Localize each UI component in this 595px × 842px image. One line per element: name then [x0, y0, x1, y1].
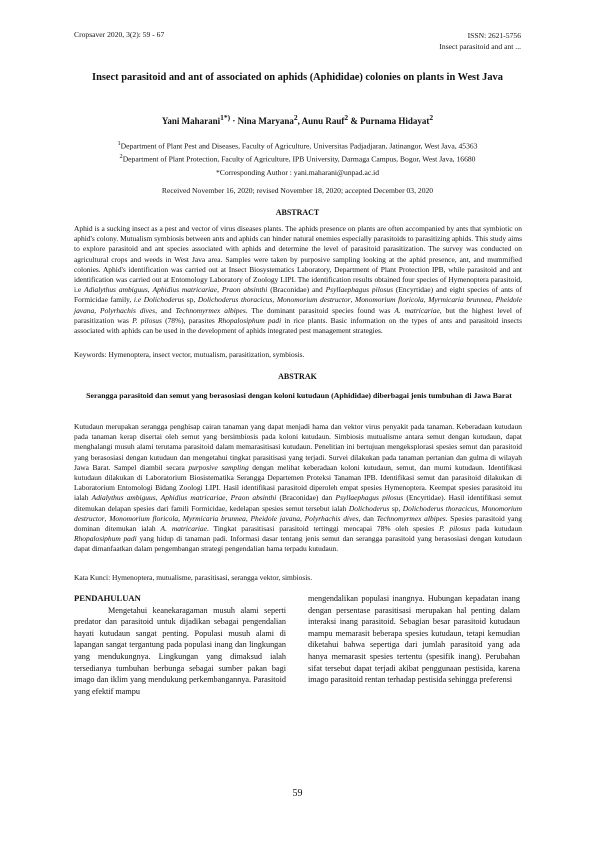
author-name: Yani Maharani [161, 116, 221, 126]
kata-kunci: Kata Kunci: Hymenoptera, mutualisme, parasitisasi, serangga vektor, simbiosis. [74, 573, 313, 582]
affiliation-1 [60, 139, 535, 152]
keywords: Keywords: Hymenoptera, insect vector, mutualism, parasitization, symbiosis. [74, 350, 305, 359]
issn: ISSN: 2621-5756 [467, 31, 521, 40]
intro-heading: PENDAHULUAN [74, 593, 141, 603]
author-list: Yani Maharani$^{1*)}$ · Nina Maryana$^2$, Aunu Rauf$^2$ & Purnama Hidayat$^2$ [161, 113, 434, 126]
author-name: Aunu Rauf [301, 116, 345, 126]
affiliation-num: 2 [119, 153, 123, 161]
abstract-heading: ABSTRACT [275, 208, 320, 217]
affiliation-num: 1 [117, 140, 121, 147]
intro-column-right [308, 593, 520, 686]
abstrak-heading: ABSTRAK [278, 372, 317, 381]
author-sup: 1*) [220, 113, 231, 122]
affiliation-text: Department of Plant Protection, Faculty of Agriculture, IPB University, Darmaga Campus, Bogor, West Java, 16680 [122, 154, 476, 164]
affiliation-2 [60, 152, 535, 165]
author-name: Purnama Hidayat [360, 116, 430, 126]
author-sup: 2 [293, 113, 298, 122]
affiliations [60, 139, 535, 165]
author-sup: 2 [344, 113, 349, 122]
abstrak-title: Serangga parasitoid dan semut yang berasosiasi dengan koloni kutudaun (Aphididae) diberbagai jenis tumbuhan di Jawa Barat [86, 391, 512, 400]
abstract-text: Aphid is a sucking insect as a pest and vector of virus diseases plants. The aphids presence on plants are often accompanied by ants that symbiotic on aphid's colony. Mutualism symbiosis between ants and aphids can hinder natural enemies especially parasitoids to parasitizing aphids. This study aims to explore parasitoid and ant species associated with aphids and determine the level of parasitoid parasitization. The survey was conducted on agricultural crops and weeds in West Java area. Samples were taken by purposive sampling looking at the aphid presence, ant, and mummified colonies. Aphid's identification was carried out at Insect Biosystematics Laboratory, Department of Plant Protection IPB, while parasitoid and ant identification was carried out at Entomology Laboratory of Zoology LIPI. The identification results obtained four species of Hymenoptera parasitoid, i.e Adialythus ambiguus, Aphidius matricariae, Praon absinthi (Braconidae) and Psyllaephagus pilosus (Encyrtidae) and eight species of ants of Formicidae family, i.e Dolichoderus sp, Dolichoderus thoracicus, Monomorium destructor, Monomorium floricola, Myrmicaria brunnea, Pheidole javana, Polyrhachis dives, and Technomyrmex albipes. The dominant parasitoid species found was A. matricariae, but the highest level of parasitization was P. pilosus (78%), parasites Rhopalosiphum padi in rice plants. Basic information on the types of ants and parasitoid insects associated with aphids can be used in the development of aphids integrated pest management strategies. [74, 224, 523, 336]
corresponding-author: *Corresponding Author : yani.maharani@unpad.ac.id [215, 168, 380, 177]
header-right [439, 30, 521, 52]
running-title: Insect parasitoid and ant ... [439, 42, 521, 51]
intro-paragraph-left: Mengetahui keanekaragaman musuh alami seperti predator dan parasitoid untuk dijadikan sebagai pengendalian hayati kutudaun sangat penting. Populasi musuh alami di lapangan sangat tergantung pada populasi inang dan lingkungan yang mendukungnya. Lingkungan yang dimaksud ialah tersedianya tumbuhan berbunga sebagai sumber pakan bagi imago dan iklim yang mendukung perkembangannya. Parasitoid yang efektif mampu [74, 605, 286, 696]
page-number: 59 [292, 788, 303, 799]
author-sup: 2 [429, 113, 434, 122]
paper-title: Insect parasitoid and ant of associated on aphids (Aphididae) colonies on plants in West Java [92, 72, 503, 83]
author-name: Nina Maryana [237, 116, 294, 126]
received-dates: Received November 16, 2020; revised November 18, 2020; accepted December 03, 2020 [161, 186, 434, 195]
affiliation-text: Department of Plant Pest and Diseases, Faculty of Agriculture, Universitas Padjadjaran, Jatinangor, West Java, 45363 [120, 141, 478, 151]
journal-info: Cropsaver 2020, 3(2): 59 - 67 [74, 30, 165, 39]
intro-paragraph-right: mengendalikan populasi inangnya. Hubungan kepadatan inang dengan persentase parasitisasi merupakan hal penting dalam interaksi inang parasitoid. Sebagian besar parasitoid kutudaun mampu memarasit beberapa spesies kutudaun, tetapi kemudian diketahui bahwa sepertiga dari jumlah parasitoid yang ada hanya memarasit spesies tertentu (spesifik inang). Perubahan sifat tersebut dapat terjadi akibat penggunaan pestisida, karena imago parasitoid rentan terhadap pestisida sehingga preferensi [308, 594, 520, 685]
intro-column-left [74, 593, 286, 697]
abstrak-text: Kutudaun merupakan serangga penghisap cairan tanaman yang dapat menjadi hama dan vektor virus penyakit pada tanaman. Keberadaan kutudaun pada tanaman kerap disertai oleh semut yang bersimbiosis pada koloni kutudaun. Simbiosis mutualisme antara semut dengan kutudaun, dapat menghalangi musuh alami terutama parasitoid dalam memarasitisasi kutudaun. Penelitian ini bertujuan mengeksplorasi spesies semut dan parasitoid yang berasosiasi dengan kutudaun dan mengetahui tingkat parasitisasi yang terjadi. Survei dilakukan pada tanaman pertanian dan gulma di wilayah Jawa Barat. Sampel diambil secara purposive sampling dengan melihat keberadaan koloni kutudaun, semut, dan mumi kutudaun. Identifikasi kutudaun dilakukan di Laboratorium Biosistematika Serangga Departemen Proteksi Tanaman IPB. Identifikasi semut dan parasitoid dilakukan di Laboratorium Entomologi Bidang Zoologi LIPI. Hasil identifikasi parasitoid diperoleh empat spesies Hymenoptera. Keempat spesies parasitoid itu ialah Adialythus ambiguus, Aphidius matricariae, Praon absinthi (Braconidae) dan Psyllaephagus pilosus (Encyrtidae). Hasil identifikasi semut ditemukan delapan spesies dari famili Formicidae, kedelapan spesies semut tersebut ialah Dolichoderus sp, Dolichoderus thoracicus, Monomorium destructor, Monomorium floricola, Myrmicaria brunnea, Pheidole javana, Polyrhachis dives, dan Technomyrmex albipes. Spesies parasitoid yang dominan ditemukan ialah A. matricariae. Tingkat parasitisasi parasitoid tertinggi mencapai 78% oleh spesies P. pilosus pada kutudaun Rhopalosiphum padi yang hidup di tanaman padi. Informasi dasar tentang jenis semut dan serangga parasitoid yang berasosiasi dengan kutudaun dapat dimanfaatkan dalam pengembangan strategi pengendalian hama terpadu kutudaun. [74, 422, 523, 554]
